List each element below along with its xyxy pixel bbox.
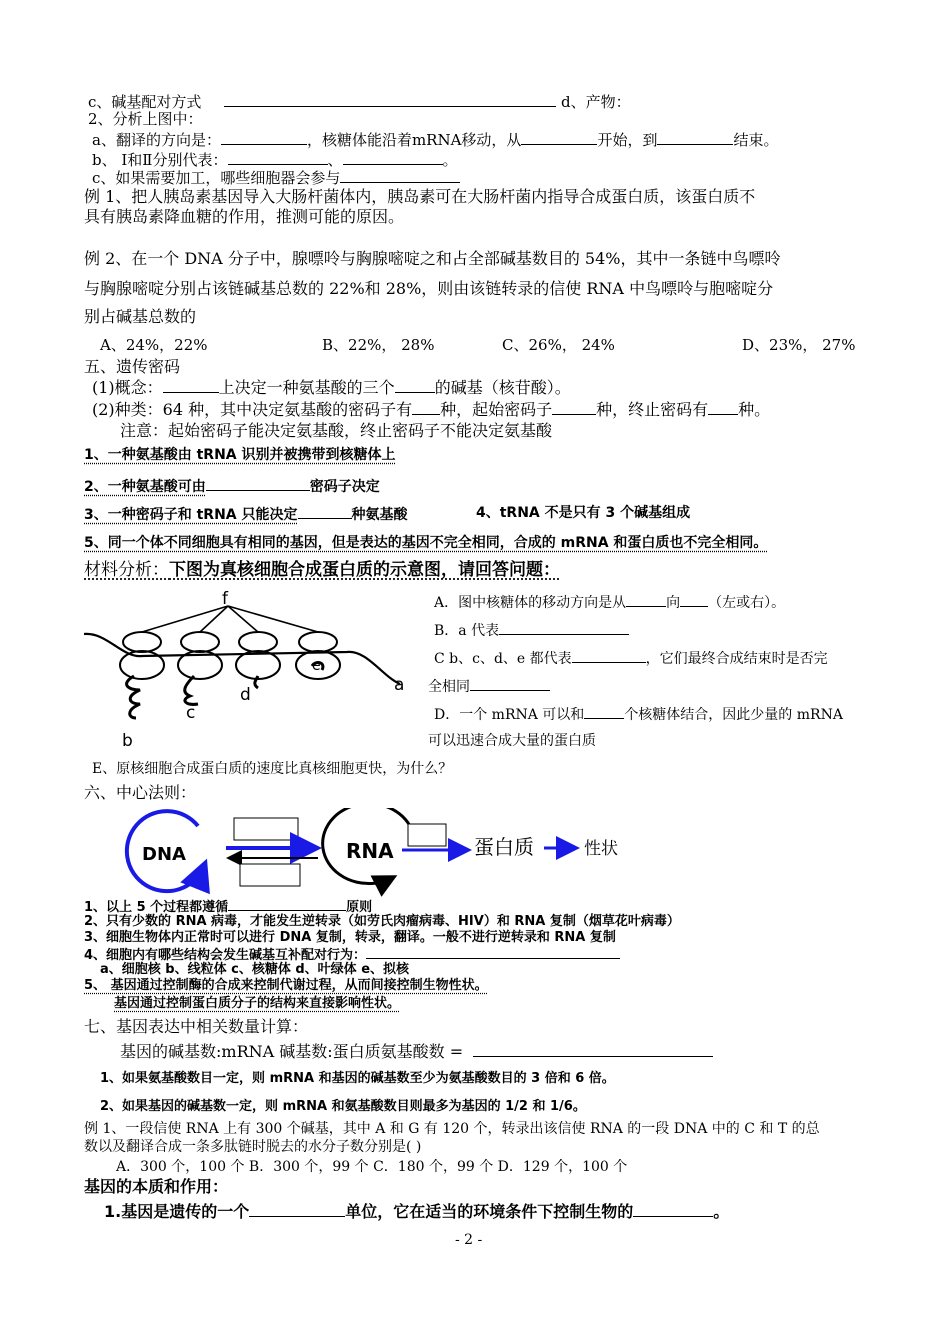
text: 5、同一个体不同细胞具有相同的基因，但是表达的基因不完全相同，合成的 mRNA 和蛋白质也不完全相同。 [84,535,768,551]
polyribosome-figure [82,588,412,756]
text: 1、以上 5 个过程都遵循 [84,900,229,915]
text: 结束。 [733,131,779,149]
ratio-line [120,1042,713,1061]
ribosome-small-subunit [123,632,161,652]
text: 密码子决定 [309,479,380,495]
ribosome-large-subunit [236,651,280,679]
ex2-line2: 与胸腺嘧啶分别占该链碱基总数的 22%和 28%，则由该链转录的信使 RNA 中鸟嘌呤与胞嘧啶分 [84,279,774,298]
text: 种，终止密码有 [596,400,709,419]
text: 、 [327,151,343,169]
label-f: f [222,589,228,609]
chain-d [255,676,258,688]
blank[interactable] [521,130,597,145]
text: 开始，到 [597,131,658,149]
q2a-line [92,130,778,149]
text: ，它们最终合成结束时是否完 [645,651,828,667]
ribosome-small-subunit [299,632,337,652]
blank[interactable] [206,476,310,491]
text: D．一个 mRNA 可以和 [434,707,585,723]
text: C b、c、d、e 都代表 [434,651,572,667]
text: 个核糖体结合，因此少量的 mRNA [624,707,843,723]
blank-box-transcription[interactable] [234,818,298,840]
text: 向 [666,595,681,611]
label-b: b [122,731,133,751]
q2c-line [92,168,460,187]
blank[interactable] [626,592,666,607]
bullet-4: 4、tRNA 不是只有 3 个碱基组成 [476,505,691,521]
gene-point-1 [104,1200,729,1222]
blank[interactable] [657,130,733,145]
text: a、翻译的方向是： [92,131,221,149]
label-d: d [240,685,251,705]
question-a [434,592,785,612]
dogma-point-2: 2、只有少数的 RNA 病毒，才能发生逆转录（如劳氏肉瘤病毒、HIV）和 RNA 复制（烟草花叶病毒） [84,914,680,929]
text: 。 [713,1202,730,1221]
blank[interactable] [499,620,629,635]
question-d-line2: 可以迅速合成大量的蛋白质 [428,733,596,749]
section-5-heading: 五、遗传密码 [84,357,181,376]
blank[interactable] [343,150,443,165]
label-a: a [394,675,405,695]
blank[interactable] [572,648,646,663]
ex3-options: A．300 个，100 个 B．300 个，99 个 C．180 个，99 个 D．129 个，100 个 [116,1159,628,1175]
text: d、产物： [560,93,631,111]
dogma-point-3: 3、细胞生物体内正常时可以进行 DNA 复制，转录，翻译。一般不进行逆转录和 RNA 复制 [84,930,616,945]
blank[interactable] [473,1042,713,1057]
calc-rule-2: 2、如果基因的碱基数一定，则 mRNA 和氨基酸数目则最多为基因的 1/2 和 1/6。 [100,1099,586,1114]
blank[interactable] [224,92,556,107]
s5-types-line [92,400,770,419]
text: B．a 代表 [434,623,500,639]
ex2-line1: 例 2、在一个 DNA 分子中，腺嘌呤与胸腺嘧啶之和占全部碱基数目的 54%，其中一条链中鸟嘌呤 [84,249,781,268]
text: (1)概念： [92,378,163,397]
text: A．图中核糖体的移动方向是从 [434,595,627,611]
question-c-line2 [428,676,550,696]
s5-note: 注意：起始密码子能决定氨基酸，终止密码子不能决定氨基酸 [120,421,553,440]
blank[interactable] [584,704,624,719]
text: 基因的碱基数:mRNA 碱基数:蛋白质氨基酸数 = [120,1042,464,1061]
dogma-point-5a [84,978,488,994]
blank[interactable] [708,400,738,415]
ribosome-small-subunit [181,632,219,652]
ex2-option-a: A、24%，22% [100,336,208,354]
blank[interactable] [249,1200,345,1217]
text: 下图为真核细胞合成蛋白质的示意图，请回答问题： [169,560,560,580]
text: 1、一种氨基酸由 tRNA 识别并被携带到核糖体上 [84,447,396,463]
question-d-line1 [434,704,843,724]
text: 上决定一种氨基酸的三个 [218,378,395,397]
question-e: E、原核细胞合成蛋白质的速度比真核细胞更快，为什么？ [92,761,453,777]
blank[interactable] [221,130,307,145]
blank-box-translation[interactable] [408,824,446,846]
ex2-option-d: D、23%， 27% [742,336,856,354]
blank[interactable] [633,1200,713,1217]
text: 1.基因是遗传的一个 [104,1202,250,1221]
text: 5、 基因通过控制酶的合成来控制代谢过程，从而间接控制生物性状。 [84,978,488,993]
protein-label: 蛋白质 [474,835,534,859]
text: 种氨基酸 [351,507,408,523]
question-c-line1 [434,648,828,668]
ex2-line3: 别占碱基总数的 [84,307,197,326]
text: 种。 [738,400,771,419]
blank[interactable] [680,592,708,607]
label-f-lines [142,606,318,632]
ex2-option-b: B、22%， 28% [322,336,435,354]
blank[interactable] [228,898,346,911]
calc-rule-1: 1、如果氨基酸数目一定，则 mRNA 和基因的碱基数至少为氨基酸数目的 3 倍和 6 倍。 [100,1071,615,1086]
ex3-line1: 例 1、一段信使 RNA 上有 300 个碱基，其中 A 和 G 有 120 个，转录出该信使 RNA 的一段 DNA 中的 C 和 T 的总 [84,1121,820,1137]
text: (2)种类：64 种，其中决定氨基酸的密码子有 [92,400,413,419]
polypeptide-chains [127,663,323,718]
q2b-line [92,150,458,169]
text: （左或右）。 [708,595,786,611]
bullet-1 [84,446,396,464]
dogma-point-4-options: a、细胞核 b、线粒体 c、核糖体 d、叶绿体 e、拟核 [100,962,410,977]
rna-label: RNA [346,839,394,863]
blank[interactable] [298,504,352,519]
label-e: e [312,658,321,674]
label-c: c [186,703,196,723]
blank[interactable] [340,168,460,183]
text: c、如果需要加工，哪些细胞器会参与 [92,169,341,187]
text: 。 [442,151,458,169]
dna-label: DNA [142,844,186,865]
blank[interactable] [412,400,440,415]
text: 种，起始密码子 [440,400,553,419]
question-b [434,620,629,640]
text: ，核糖体能沿着mRNA移动，从 [306,131,522,149]
section-6-heading: 六、中心法则： [84,783,197,802]
ex3-line2: 数以及翻译合成一条多肽链时脱去的水分子数分别是( ) [84,1139,422,1155]
trait-label: 性状 [584,839,618,859]
dogma-point-5b [114,996,400,1012]
text: 的碱基（核苷酸）。 [434,378,571,397]
material-heading [84,560,560,580]
blank[interactable] [552,400,596,415]
c-pairing-line [88,92,631,111]
blank[interactable] [163,378,219,393]
text: 材料分析： [84,560,169,580]
blank[interactable] [395,378,435,393]
q2-line: 2、分析上图中： [88,110,203,128]
blank[interactable] [366,946,620,959]
chain-b [127,676,140,718]
bullet-2 [84,476,380,496]
blank-box-reverse[interactable] [240,864,300,886]
text: b、 Ⅰ和Ⅱ分别代表： [92,151,228,169]
text: 3、一种密码子和 tRNA 只能决定 [84,507,298,523]
chain-c [185,676,198,704]
bullet-3 [84,504,408,524]
text: 单位，它在适当的环境条件下控制生物的 [345,1202,634,1221]
ex2-option-c: C、26%， 24% [502,336,615,354]
blank[interactable] [228,150,328,165]
text: c、碱基配对方式 [88,93,202,111]
blank[interactable] [470,676,550,691]
text: 全相同 [428,679,470,695]
section-7-heading: 七、基因表达中相关数量计算： [84,1017,309,1036]
ribosome-small-subunit [239,632,277,652]
bullet-5 [84,534,767,552]
central-dogma-figure [112,808,632,898]
page-number: - 2 - [455,1232,483,1248]
text: 基因通过控制蛋白质分子的结构来直接影响性状。 [114,996,401,1011]
text: 4、细胞内有哪些结构会发生碱基互补配对行为： [84,948,367,963]
text: 原则 [346,900,373,915]
s5-concept-line [92,378,571,397]
ex1-line2: 具有胰岛素降血糖的作用，推测可能的原因。 [84,207,405,226]
gene-section-heading: 基因的本质和作用： [84,1177,229,1196]
ex1-line1: 例 1、把人胰岛素基因导入大肠杆菌体内，胰岛素可在大肠杆菌内指导合成蛋白质，该蛋白质不 [84,187,756,206]
text: 2、一种氨基酸可由 [84,479,206,495]
